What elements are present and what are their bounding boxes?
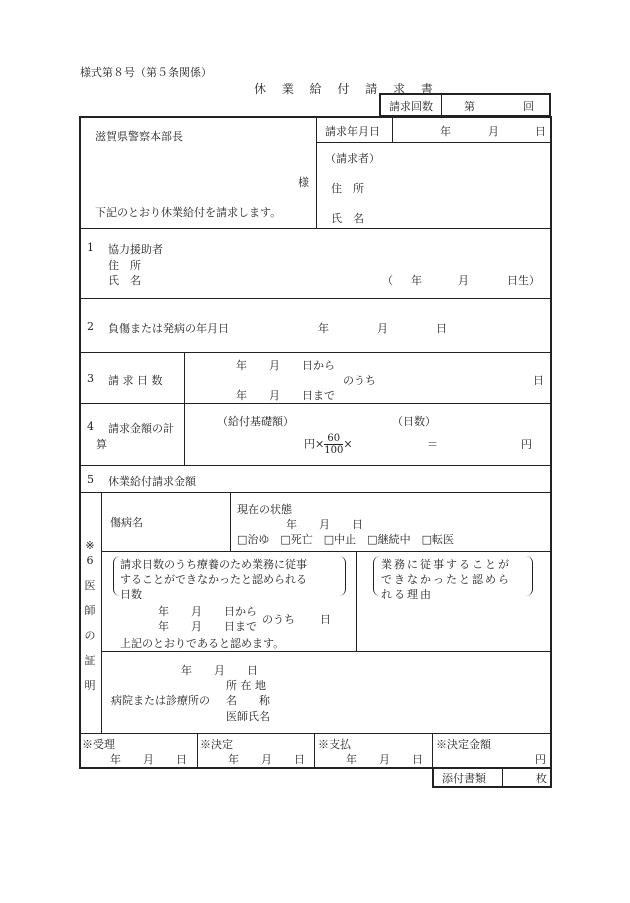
claimant-label: （請求者） — [325, 152, 380, 165]
section-1-number: 1 — [87, 241, 94, 254]
section-5-label: 休業給付請求金額 — [108, 475, 196, 488]
disease-name-label: 傷病名 — [110, 516, 143, 529]
section-1-label: 協力援助者 — [108, 243, 163, 256]
birth-open: （ — [382, 274, 393, 287]
claim-count-suffix: 回 — [523, 100, 534, 113]
claim-date-year: 年 — [440, 125, 451, 138]
section-4-label: 請求金額の計 — [108, 422, 174, 435]
decided-amount-yen: 円 — [535, 753, 546, 766]
recipient-name: 滋賀県警察本部長 — [95, 130, 183, 143]
location-label: 所 在 地 — [226, 679, 266, 692]
receipt-label: ※受理 — [82, 738, 115, 751]
cert-date: 年 月 日 — [181, 664, 258, 677]
care-days-line-2: することができなかったと認められる — [120, 573, 307, 586]
birth-year: 年 — [411, 274, 422, 287]
reason-line-1: 業務に従事することが — [381, 558, 511, 571]
section-4-label-cont: 算 — [96, 438, 107, 451]
section-3-label: 請 求 日 数 — [108, 374, 163, 387]
claimant-name-label: 氏 名 — [331, 212, 364, 225]
care-day-unit: 日 — [320, 613, 331, 626]
calc-equals: ＝ — [427, 438, 438, 451]
section-5-number: 5 — [87, 473, 94, 486]
section-6-vertical-char: 証 — [84, 654, 96, 667]
helper-address-label: 住 所 — [108, 259, 141, 272]
claim-date-label: 請求年月日 — [325, 125, 380, 138]
decision-date: 年 月 日 — [228, 753, 305, 766]
claimant-address-label: 住 所 — [331, 182, 364, 195]
section-6-vertical-char: 明 — [84, 679, 96, 692]
section-2-label: 負傷または発病の年月日 — [108, 322, 229, 335]
form-number: 様式第８号（第５条関係） — [80, 66, 212, 79]
doctor-name-label: 医師氏名 — [226, 710, 270, 723]
claim-days-from: 年 月 日から — [236, 359, 335, 372]
birth-month: 月 — [458, 274, 469, 287]
status-label: 現在の状態 — [237, 503, 292, 516]
injury-month: 月 — [377, 322, 388, 335]
claim-days-unit: 日 — [533, 374, 544, 387]
payment-date: 年 月 日 — [346, 753, 423, 766]
section-6-vertical-char: ※ — [85, 539, 95, 552]
status-options: □治ゆ □死亡 □中止 □継続中 □転医 — [237, 533, 454, 546]
claim-days-to: 年 月 日まで — [236, 389, 335, 402]
receipt-date: 年 月 日 — [110, 753, 187, 766]
recipient-honorific: 様 — [298, 176, 309, 189]
birth-day: 日生） — [507, 274, 540, 287]
reason-line-2: できなかったと認めら — [381, 573, 511, 586]
calc-formula: 円× $\frac{60}{100}\times$ — [304, 433, 353, 456]
reason-line-3: れる理由 — [381, 588, 433, 601]
claim-count-label: 請求回数 — [389, 100, 433, 113]
hospital-label: 病院または診療所の — [111, 694, 210, 707]
section-6-vertical-char: 医 — [84, 579, 96, 592]
payment-label: ※支払 — [318, 738, 351, 751]
claim-count-prefix: 第 — [464, 100, 475, 113]
injury-day: 日 — [436, 322, 447, 335]
claim-date-month: 月 — [488, 125, 499, 138]
claim-date-day: 日 — [535, 125, 546, 138]
hospital-name-label: 名 称 — [226, 694, 270, 707]
claim-statement: 下記のとおり休業給付を請求します。 — [95, 206, 282, 219]
claim-days-of: のうち — [343, 374, 376, 387]
attachment-count-unit: 枚 — [536, 772, 547, 785]
care-days-line-1: 請求日数のうち療養のため業務に従事 — [120, 558, 307, 571]
section-2-number: 2 — [87, 320, 94, 333]
decision-label: ※決定 — [200, 738, 233, 751]
section-6-vertical-char: の — [84, 629, 96, 642]
certify-statement: 上記のとおりであると認めます。 — [120, 637, 285, 650]
base-amount-label: （給付基礎額） — [217, 415, 294, 428]
care-of: のうち — [262, 613, 295, 626]
care-to: 年 月 日まで — [158, 620, 257, 633]
section-6-vertical-char: 師 — [84, 604, 96, 617]
calc-yen: 円 — [521, 438, 532, 451]
status-date: 年 月 日 — [286, 518, 363, 531]
section-4-number: 4 — [87, 420, 94, 433]
section-6-vertical-char: 6 — [86, 554, 94, 567]
attachment-label: 添付書類 — [442, 772, 486, 785]
helper-name-label: 氏 名 — [108, 274, 141, 287]
form-title: 休 業 給 付 請 求 書 — [254, 82, 439, 96]
care-from: 年 月 日から — [158, 605, 257, 618]
care-days-line-3: 日数 — [120, 588, 142, 601]
days-label: （日数） — [392, 415, 436, 428]
decided-amount-label: ※決定金額 — [436, 738, 491, 751]
section-3-number: 3 — [87, 372, 94, 385]
injury-year: 年 — [318, 322, 329, 335]
